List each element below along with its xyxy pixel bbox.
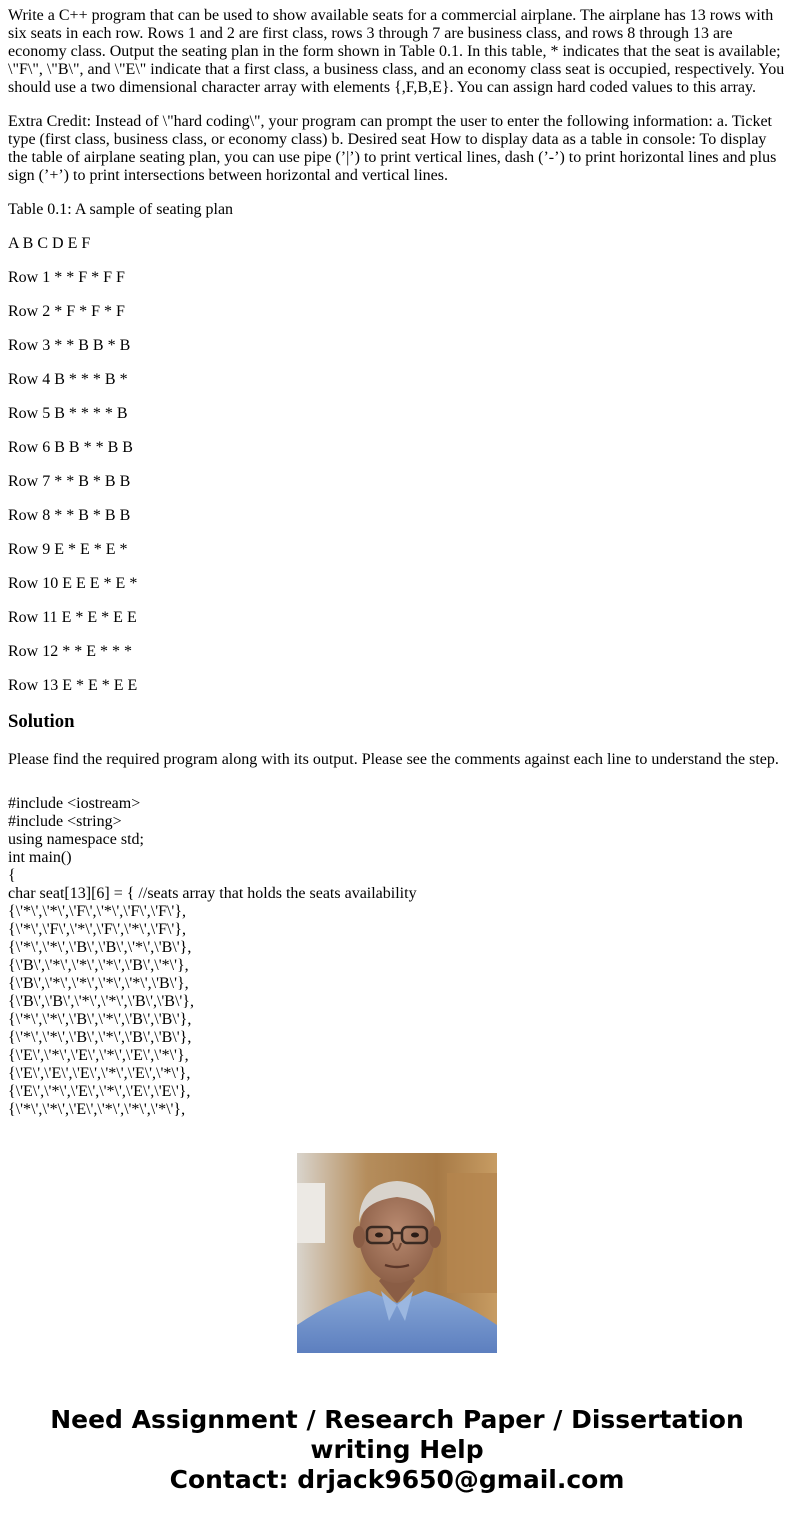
- code-line: #include <string>: [8, 813, 122, 830]
- code-line: int main(): [8, 849, 72, 866]
- code-line: {\'E\',\'E\',\'E\',\'*\',\'E\',\'*\'},: [8, 1065, 191, 1082]
- question-paragraph: Write a C++ program that can be used to show available seats for a commercial airplane. The airplane has 13 rows with six seats in each row. Rows 1 and 2 are first class, rows 3 through 7 are business class, and rows 8 through 13 are economy class. Output the seating plan in the form shown in Table 0.1. In this table, * indicates that the seat is available; \"F\", \"B\", and \"E\" indicate that a first class, a business class, and an economy class seat is occupied, respectively. You should use a two dimensional character array with elements {,F,B,E}. You can assign hard coded values to this array.: [8, 7, 785, 96]
- solution-intro: Please find the required program along with its output. Please see the comments against each line to understand the step.: [8, 751, 779, 768]
- seat-row: Row 5 B * * * * B: [8, 405, 128, 422]
- code-line: {\'*\',\'*\',\'B\',\'B\',\'*\',\'B\'},: [8, 939, 192, 956]
- person-portrait-image: [297, 1153, 497, 1353]
- code-line: {\'*\',\'F\',\'*\',\'F\',\'*\',\'F\'},: [8, 921, 186, 938]
- table-caption: Table 0.1: A sample of seating plan: [8, 201, 234, 218]
- extra-credit-paragraph: Extra Credit: Instead of \"hard coding\", your program can prompt the user to enter the following information: a. Ticket type (first class, business class, or economy class) b. Desired seat How to display data as a table in console: To display the table of airplane seating plan, you can use pipe (’|’) to print vertical lines, dash (’-’) to print horizontal lines and plus sign (’+’) to print intersections between horizontal and vertical lines.: [8, 113, 777, 184]
- seating-plan-rows: [8, 269, 786, 695]
- seat-row: Row 2 * F * F * F: [8, 303, 125, 320]
- seat-row: Row 6 B B * * B B: [8, 439, 133, 456]
- seat-row: Row 13 E * E * E E: [8, 677, 138, 694]
- code-line: {\'*\',\'*\',\'B\',\'*\',\'B\',\'B\'},: [8, 1029, 192, 1046]
- code-line: {\'E\',\'*\',\'E\',\'*\',\'E\',\'E\'},: [8, 1083, 191, 1100]
- code-line: {\'*\',\'*\',\'E\',\'*\',\'*\',\'*\'},: [8, 1101, 186, 1118]
- table-header: A B C D E F: [8, 235, 91, 252]
- promo-contact: Contact: drjack9650@gmail.com: [169, 1465, 625, 1494]
- code-line: char seat[13][6] = { //seats array that holds the seats availability: [8, 885, 417, 902]
- seat-row: Row 12 * * E * * *: [8, 643, 132, 660]
- code-line: {: [8, 867, 16, 884]
- seat-row: Row 3 * * B B * B: [8, 337, 131, 354]
- seat-row: Row 10 E E E * E *: [8, 575, 138, 592]
- code-block: [8, 795, 786, 1118]
- code-line: {\'E\',\'*\',\'E\',\'*\',\'E\',\'*\'},: [8, 1047, 189, 1064]
- code-line: {\'B\',\'*\',\'*\',\'*\',\'B\',\'*\'},: [8, 957, 189, 974]
- solution-heading: Solution: [8, 711, 75, 732]
- seat-row: Row 4 B * * * B *: [8, 371, 128, 388]
- seat-row: Row 11 E * E * E E: [8, 609, 137, 626]
- page-content: [8, 7, 786, 1118]
- code-line: #include <iostream>: [8, 795, 141, 812]
- promo-heading: Need Assignment / Research Paper / Dissertation writing Help: [50, 1405, 744, 1464]
- author-photo: [297, 1153, 497, 1353]
- code-line: {\'B\',\'*\',\'*\',\'*\',\'*\',\'B\'},: [8, 975, 189, 992]
- code-line: {\'B\',\'B\',\'*\',\'*\',\'B\',\'B\'},: [8, 993, 194, 1010]
- seat-row: Row 1 * * F * F F: [8, 269, 125, 286]
- code-line: using namespace std;: [8, 831, 144, 848]
- code-line: {\'*\',\'*\',\'B\',\'*\',\'B\',\'B\'},: [8, 1011, 192, 1028]
- question-section: [8, 7, 786, 695]
- seat-row: Row 9 E * E * E *: [8, 541, 128, 558]
- seat-row: Row 7 * * B * B B: [8, 473, 131, 490]
- code-line: {\'*\',\'*\',\'F\',\'*\',\'F\',\'F\'},: [8, 903, 186, 920]
- seat-row: Row 8 * * B * B B: [8, 507, 131, 524]
